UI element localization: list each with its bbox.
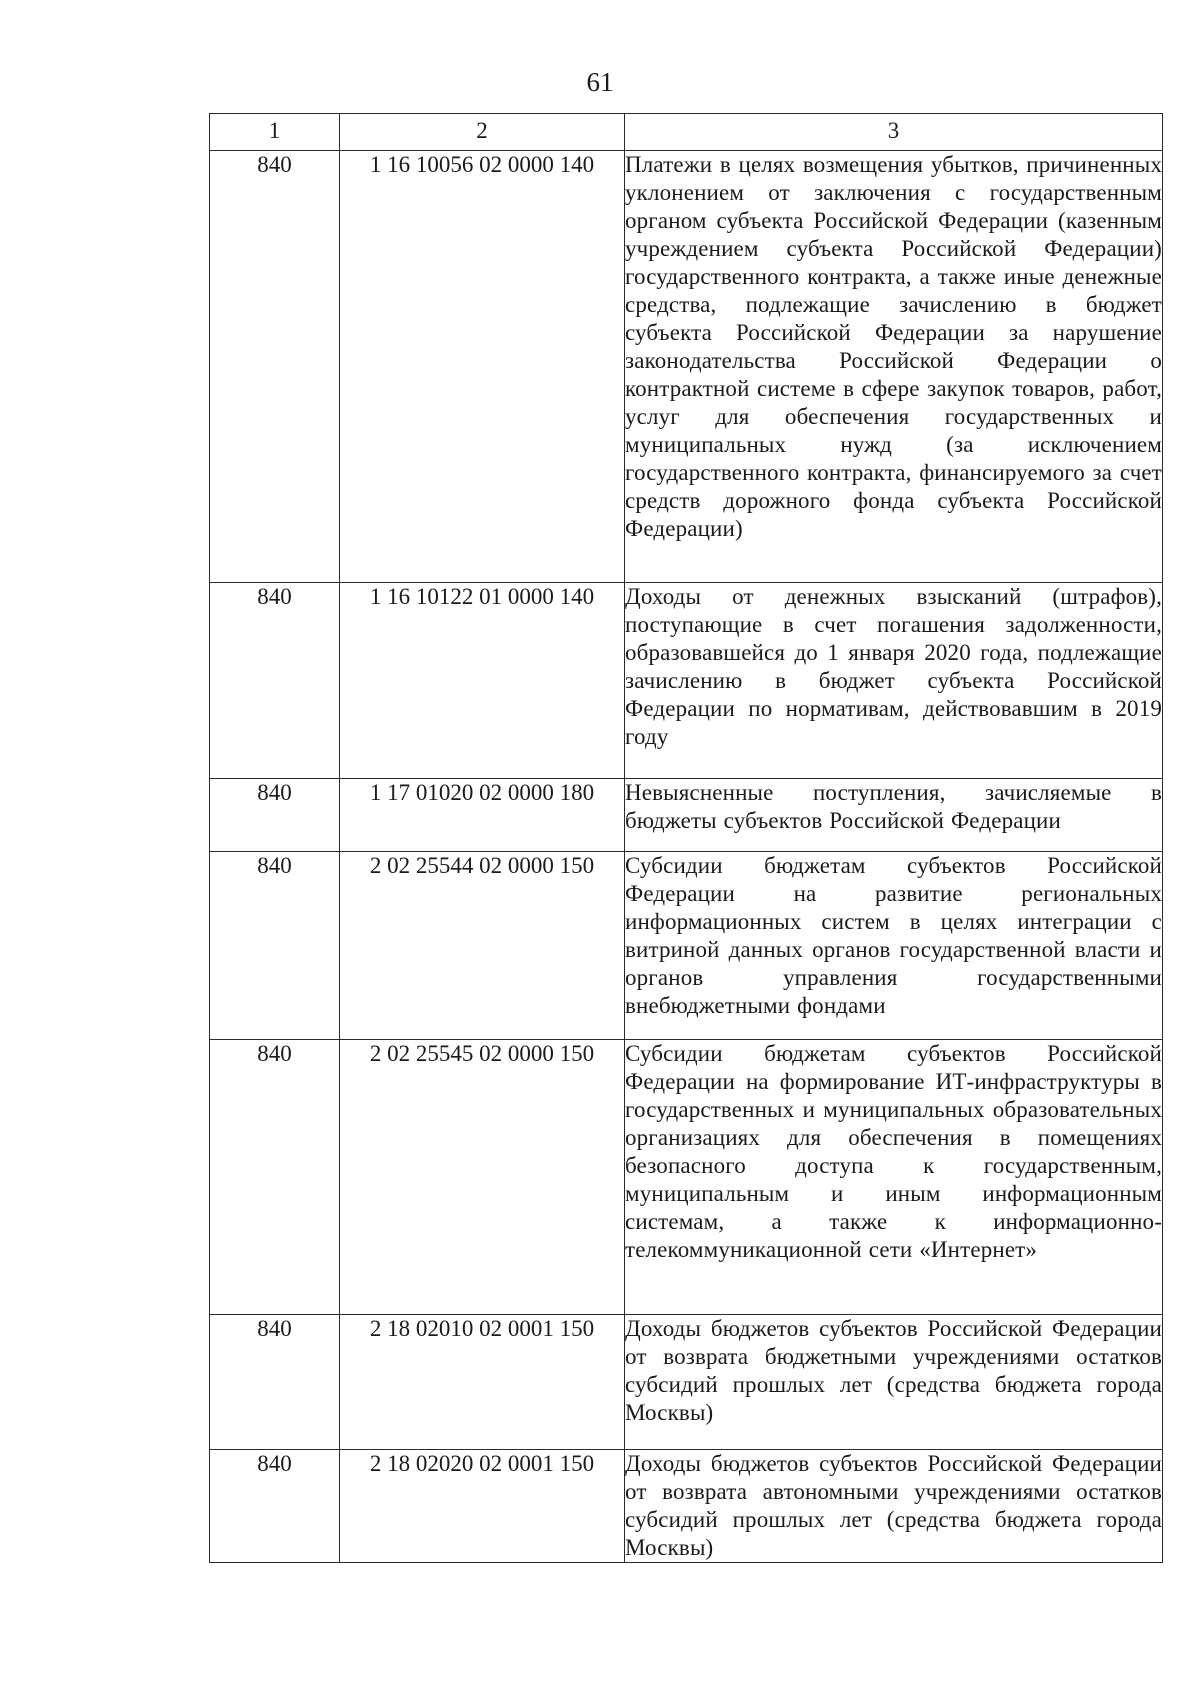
description-cell: Платежи в целях возмещения убытков, причиненных уклонением от заключения с государственным органом субъекта Российской Федерации (казенным учреждением субъекта Российской Федерации) государственного контракта, а также иные денежные средства, подлежащие зачислению в бюджет субъекта Российской Федерации за нарушение законодательства Российской Федерации о контрактной системе в сфере закупок товаров, работ, услуг для обеспечения государственных и муниципальных нужд (за исключением государственного контракта, финансируемого за счет средств дорожного фонда субъекта Российской Федерации) xyxy=(625,151,1163,583)
table-row xyxy=(210,779,1163,852)
description-cell: Субсидии бюджетам субъектов Российской Федерации на формирование ИТ-инфраструктуры в государственных и муниципальных образовательных организациях для обеспечения в помещениях безопасного доступа к государственным, муниципальным и иным информационным системам, а также к информационно-телекоммуникационной сети «Интернет» xyxy=(625,1040,1163,1315)
column-header-2: 2 xyxy=(340,114,625,151)
column-header-3: 3 xyxy=(625,114,1163,151)
budget-code-cell: 1 16 10056 02 0000 140 xyxy=(340,151,625,583)
table-row xyxy=(210,1450,1163,1563)
page-number: 61 xyxy=(586,67,614,97)
table-row xyxy=(210,852,1163,1040)
table-row xyxy=(210,1040,1163,1315)
description-cell: Невыясненные поступления, зачисляемые в бюджеты субъектов Российской Федерации xyxy=(625,779,1163,852)
description-cell: Доходы от денежных взысканий (штрафов), поступающие в счет погашения задолженности, образовавшейся до 1 января 2020 года, подлежащие зачислению в бюджет субъекта Российской Федерации по нормативам, действовавшим в 2019 году xyxy=(625,583,1163,779)
admin-code-cell: 840 xyxy=(210,583,340,779)
description-cell: Доходы бюджетов субъектов Российской Федерации от возврата бюджетными учреждениями остатков субсидий прошлых лет (средства бюджета города Москвы) xyxy=(625,1315,1163,1450)
description-cell: Доходы бюджетов субъектов Российской Федерации от возврата автономными учреждениями остатков субсидий прошлых лет (средства бюджета города Москвы) xyxy=(625,1450,1163,1563)
budget-code-cell: 2 02 25544 02 0000 150 xyxy=(340,852,625,1040)
table-row xyxy=(210,583,1163,779)
column-header-1: 1 xyxy=(210,114,340,151)
admin-code-cell: 840 xyxy=(210,1450,340,1563)
table-header-row xyxy=(210,114,1163,151)
budget-code-cell: 1 16 10122 01 0000 140 xyxy=(340,583,625,779)
description-cell: Субсидии бюджетам субъектов Российской Федерации на развитие региональных информационных систем в целях интеграции с витриной данных органов государственной власти и органов управления государственными внебюджетными фондами xyxy=(625,852,1163,1040)
budget-code-cell: 2 18 02020 02 0001 150 xyxy=(340,1450,625,1563)
budget-code-cell: 2 02 25545 02 0000 150 xyxy=(340,1040,625,1315)
admin-code-cell: 840 xyxy=(210,151,340,583)
table-row xyxy=(210,1315,1163,1450)
admin-code-cell: 840 xyxy=(210,1040,340,1315)
admin-code-cell: 840 xyxy=(210,779,340,852)
revenue-codes-table xyxy=(209,113,1163,1563)
table-row xyxy=(210,151,1163,583)
budget-code-cell: 1 17 01020 02 0000 180 xyxy=(340,779,625,852)
budget-code-cell: 2 18 02010 02 0001 150 xyxy=(340,1315,625,1450)
admin-code-cell: 840 xyxy=(210,1315,340,1450)
admin-code-cell: 840 xyxy=(210,852,340,1040)
